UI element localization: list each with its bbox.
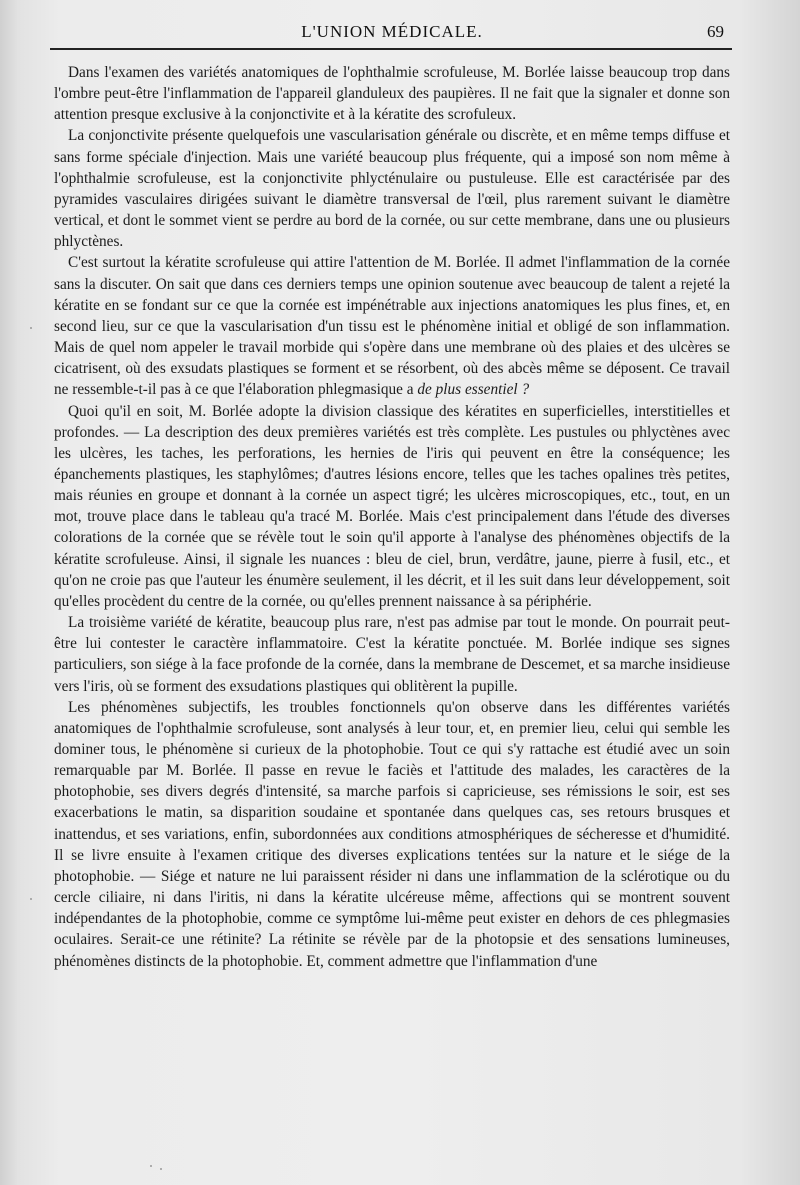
paragraph-4: Quoi qu'il en soit, M. Borlée adopte la division classique des kératites en superficielles, interstitielles et profondes. — La description des deux premières variétés est très complète. Les pustules ou phlyctènes avec les ulcères, les taches, les perforations, les hernies de l'iris qui peuvent en être la conséquence; les épanchements plastiques, les staphylômes; d'autres lésions encore, telles que les taches opalines très petites, mais réunies en groupe et donnant à la cornée un aspect tigré; les ulcères microscopiques, etc., tout, en un mot, trouve place dans le tableau qu'a tracé M. Borlée. Mais c'est principalement dans l'étude des diverses colorations de la cornée que se révèle tout le soin qu'il apporte à l'analyse des phénomènes objectifs de la kératite scrofuleuse. Ainsi, il signale les nuances : bleu de ciel, brun, verdâtre, jaune, pierre à fusil, etc., et qu'on ne croie pas que l'auteur les énumère seulement, il les décrit, et il les suit dans leur développement, soit qu'elles procèdent du centre de la cornée, ou qu'elles prennent naissance à sa périphérie. (54, 402, 730, 610)
article-body (54, 62, 730, 972)
paragraph-1: Dans l'examen des variétés anatomiques de l'ophthalmie scrofuleuse, M. Borlée laisse beaucoup trop dans l'ombre peut-être l'inflammation de l'appareil glanduleux des paupières. Il ne fait que la signaler et donne son attention presque exclusive à la conjonctivite et à la kératite des scrofuleux. (54, 64, 730, 124)
header-rule (50, 48, 732, 50)
margin-speck (30, 898, 32, 900)
running-header (52, 18, 732, 48)
paragraph-6: Les phénomènes subjectifs, les troubles fonctionnels qu'on observe dans les différentes variétés anatomiques de l'ophthalmie scrofuleuse, sont analysés à leur tour, et, en premier lieu, celui qui semble les dominer tous, le phénomène si curieux de la photophobie. Tout ce qui s'y rattache est étudié avec un soin remarquable par M. Borlée. Il passe en revue le faciès et l'attitude des malades, les caractères de la photophobie, ses divers degrés d'intensité, sa marche parfois si capricieuse, ses rémissions le soir, est ses exacerbations le matin, sa disparition soudaine et spontanée dans quelques cas, ses retours brusques et inattendus, et ses variations, enfin, subordonnées aux conditions atmosphériques de sécheresse et d'humidité. Il se livre ensuite à l'examen critique des diverses explications tentées sur la nature et le siége de la photophobie. — Siége et nature ne lui paraissent résider ni dans une inflammation de la sclérotique ou du cercle ciliaire, ni dans l'iritis, ni dans la kératite ulcéreuse même, affections qui se montrent souvent indépendantes de la photophobie, comme ce symptôme lui-même peut exister en dehors de ces phlegmasies oculaires. Serait-ce une rétinite? La rétinite se révèle par de la photopsie et des sensations lumineuses, phénomènes distincts de la photophobie. Et, comment admettre que l'inflammation d'une (54, 698, 730, 970)
paragraph-2: La conjonctivite présente quelquefois une vascularisation générale ou discrète, et en même temps diffuse et sans forme spéciale d'injection. Mais une variété beaucoup plus fréquente, qui a imposé son nom même à l'ophthalmie scrofuleuse, est la conjonctivite phlycténulaire ou pustuleuse. Elle est caractérisée par des pyramides vasculaires dirigées suivant le diamètre transversal de l'œil, plus rarement suivant le diamètre vertical, et dont le sommet vient se perdre au bord de la cornée, ou sur cette membrane, dans une ou plusieurs phlyctènes. (54, 127, 730, 251)
journal-title: L'UNION MÉDICALE. (301, 22, 483, 41)
paragraph-3 (54, 252, 730, 400)
paragraph-5: La troisième variété de kératite, beaucoup plus rare, n'est pas admise par tout le monde. On pourrait peut-être lui contester le caractère inflammatoire. C'est la kératite ponctuée. M. Borlée indique ses signes particuliers, son siége à la face profonde de la cornée, dans la membrane de Descemet, et sa marche insidieuse vers l'iris, où se forment des exsudations plastiques qui oblitèrent la pupille. (54, 614, 730, 695)
italic-phrase: de plus essentiel ? (417, 381, 530, 399)
footer-speck (160, 1168, 162, 1170)
footer-speck (150, 1165, 152, 1167)
margin-speck (30, 327, 32, 329)
page-number: 69 (707, 22, 724, 41)
paragraph-3-text: C'est surtout la kératite scrofuleuse qui attire l'attention de M. Borlée. Il admet l'inflammation de la cornée sans la discuter. On sait que dans ces derniers temps une opinion soutenue avec beaucoup de talent a rejeté la kératite en se fondant sur ce que la cornée est impénétrable aux injections anatomiques les plus fines, et, en second lieu, sur ce que la vascularisation d'un tissu est le phénomène initial et obligé de son inflammation. Mais de quel nom appeler le travail morbide qui s'opère dans une membrane où des plaies et des ulcères se cicatrisent, où des exsudats plastiques se forment et se résorbent, où des abcès même se déposent. Ce travail ne ressemble-t-il pas à ce que l'élaboration phlegmasique a (54, 254, 730, 399)
